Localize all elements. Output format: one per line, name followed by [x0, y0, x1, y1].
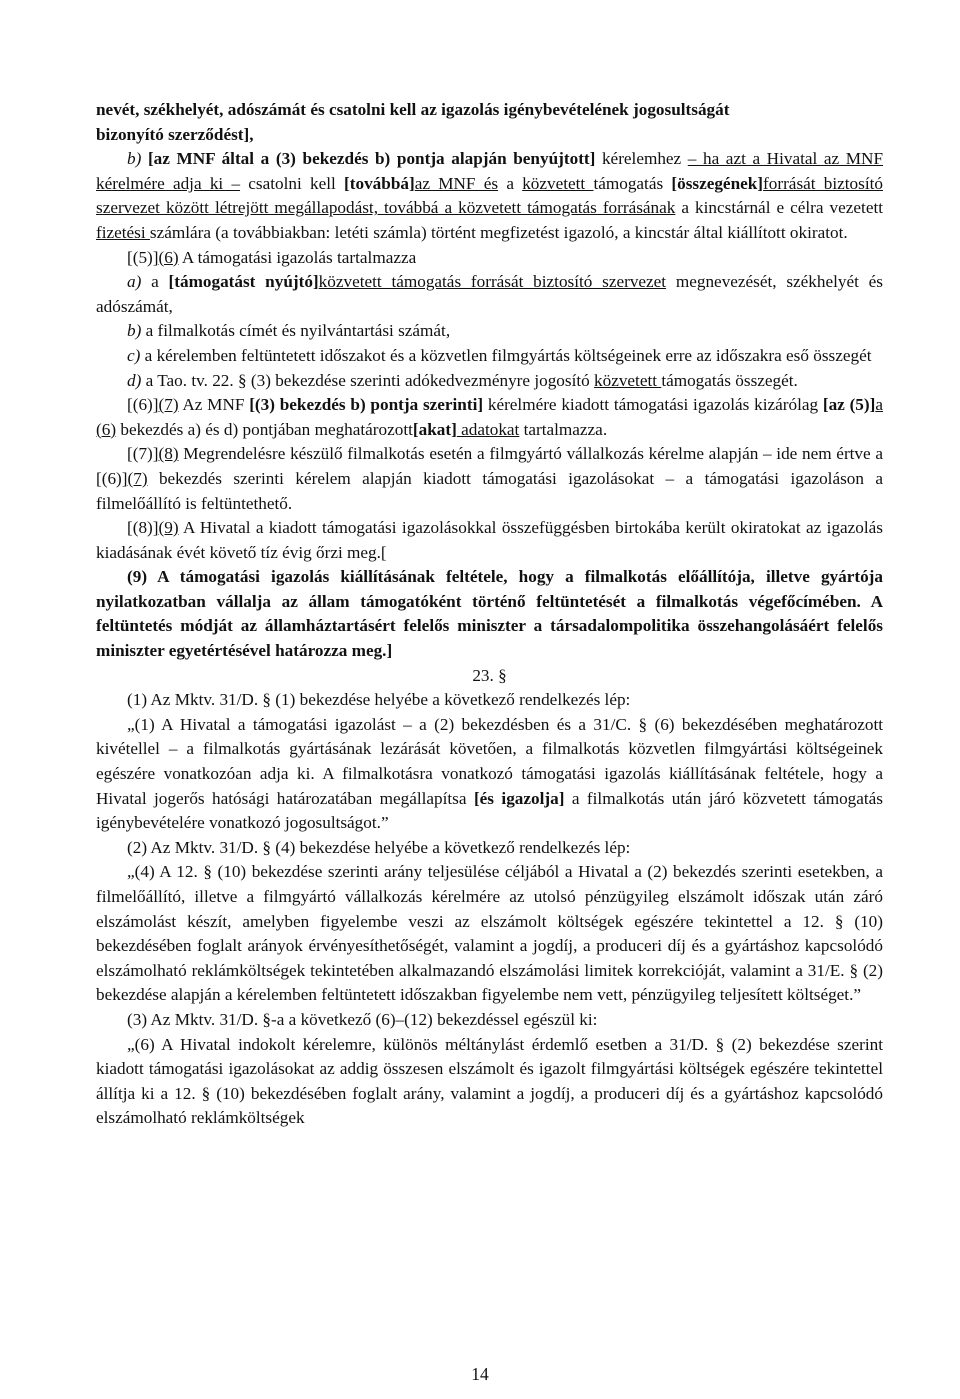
paragraph-9-deleted: [96, 565, 883, 663]
text-run: c): [127, 345, 141, 365]
paragraph-b-item: [96, 319, 883, 344]
paragraph-continuation: [96, 98, 883, 147]
paragraph-a: [96, 270, 883, 319]
text-run: [(6)]: [127, 395, 159, 415]
text-run: fizetési: [96, 222, 150, 242]
text-run: a): [127, 272, 142, 292]
text-run: d): [127, 370, 142, 390]
paragraph-7-8: [96, 442, 883, 516]
text-run: forrását biztosító szervezet között létrejött megállapodást, továbbá a közvetett támogatás forrásának: [96, 173, 883, 218]
text-run: kérelemhez: [595, 149, 688, 169]
text-run: [támogatást nyújtó]: [168, 272, 319, 292]
text-run: bekezdés szerinti kérelem alapján kiadott támogatási igazolásokat – a támogatási igazoláson a filmelőállító is feltüntethető.: [96, 468, 883, 513]
text-run: adatokat: [456, 419, 520, 439]
text-run: [összegének]: [671, 173, 764, 193]
text-run: [az (5)]: [822, 395, 876, 415]
text-run: [(8)]: [127, 518, 159, 538]
paragraph-5-6: [96, 246, 883, 271]
text-run: a filmalkotás után járó közvetett támogatás igénybevételére vonatkozó jogosultságot.”: [96, 788, 883, 833]
text-run: támogatás összegét.: [661, 370, 798, 390]
text-line: nevét, székhelyét, adószámát és csatolni kell az igazolás igénybevételének jogosultságát: [96, 100, 730, 119]
text-run: (8): [158, 444, 179, 464]
paragraph-d-item: [96, 369, 883, 394]
text-run: közvetett: [594, 370, 662, 390]
paragraph-quote-1: [96, 713, 883, 836]
text-run: a (6): [96, 395, 883, 439]
text-run: [akat]: [412, 419, 457, 439]
text-run: Megrendelésre készülő filmalkotás esetén a filmgyártó vállalkozás kérelme alapján – ide nem értve a [(6)]: [96, 444, 883, 488]
text-run: csatolni kell: [240, 173, 345, 193]
text-run: A Hivatal a kiadott támogatási igazolásokkal összefüggésben birtokába került okiratokat az igazolás kiadásának évét követő tíz évig őrzi meg.[: [96, 518, 883, 562]
text-run: [(3) bekezdés b) pontja szerinti]: [249, 395, 484, 415]
paragraph-amend-3: (3) Az Mktv. 31/D. §-a a következő (6)–(12) bekezdéssel egészül ki:: [127, 1009, 598, 1029]
text-run: az MNF és: [414, 173, 499, 193]
section-heading: 23. §: [472, 665, 507, 685]
text-run: számlára (a továbbiakban: letéti számla) történt megfizetést igazoló, a kincstár által kiállított okiratot.: [149, 222, 848, 242]
text-run: – ha azt a Hivatal az MNF kérelmére adja ki –: [96, 149, 883, 193]
text-run: (9) A támogatási igazolás kiállításának feltétele, hogy a filmalkotás előállítója, illetve gyártója nyilatkozatban vállalja az állam támogatóként történő feltüntetését a filmalkotás végefőcímében. A feltüntetés módját az államháztartásért felelős miniszter a társadalompolitika összehangolásáért felelős miniszter egyetértésével határozza meg.]: [96, 567, 883, 661]
text-run: b): [127, 321, 142, 341]
text-run: „(1) A Hivatal a támogatási igazolást – a (2) bekezdésben és a 31/C. § (6) bekezdésében meghatározott kivétellel – a filmalkotás gyártásának lezárását követően, a filmalkotás közvetlen filmgyártási költségeinek egészére vonatkozóan adja ki. A filmalkotásra vonatkozó támogatási igazolás kiállításának feltétele, hogy a Hivatal jogerős hatósági határozatában megállapítsa: [96, 714, 883, 808]
text-run: tartalmazza.: [519, 419, 608, 439]
paragraph-c-item: [96, 344, 883, 369]
text-run: bekezdés a) és d) pontjában meghatározott: [116, 419, 413, 439]
text-run: a: [498, 173, 523, 193]
text-run: közvetett támogatás forrását biztosító szervezet: [318, 272, 667, 292]
text-run: (6): [158, 247, 179, 267]
text-run: [továbbá]: [344, 173, 415, 193]
text-run: (7): [158, 395, 179, 415]
text-run: [és igazolja]: [473, 788, 565, 808]
paragraph-amend-1: (1) Az Mktv. 31/D. § (1) bekezdése helyébe a következő rendelkezés lép:: [127, 690, 631, 710]
text-run: A támogatási igazolás tartalmazza: [178, 247, 417, 267]
paragraph-b: [96, 147, 883, 245]
text-run: a kérelemben feltüntetett időszakot és a közvetlen filmgyártás költségeinek erre az időszakra eső összegét: [140, 345, 872, 365]
page-number: 14: [471, 1364, 489, 1384]
text-run: támogatás: [593, 173, 672, 193]
text-line: bizonyító szerződést],: [96, 124, 254, 144]
text-run: [(7)]: [127, 444, 159, 464]
text-run: (7): [127, 468, 148, 488]
text-run: b): [127, 149, 142, 169]
paragraph-8-9: [96, 516, 883, 565]
text-run: közvetett: [522, 173, 594, 193]
text-run: a kincstárnál e célra vezetett: [675, 198, 883, 218]
paragraph-amend-2: (2) Az Mktv. 31/D. § (4) bekezdése helyébe a következő rendelkezés lép:: [127, 837, 631, 857]
paragraph-quote-6: „(6) A Hivatal indokolt kérelemre, különös méltánylást érdemlő esetben a 31/D. § (2) bekezdése szerint kiadott támogatási igazolásokat az addig összesen elszámolt és igazolt filmgyártási költségek egészére tekintettel állítja ki a 12. § (10) bekezdésében foglalt arány, valamint a jogdíj, a produceri díj és a gyártáshoz kapcsolódó elszámolható reklámköltségek: [96, 1034, 883, 1128]
text-run: Az MNF: [178, 395, 250, 415]
text-run: a filmalkotás címét és nyilvántartási számát,: [141, 321, 451, 341]
text-run: [141, 149, 148, 168]
text-run: [az MNF által a (3) bekezdés b) pontja alapján benyújtott]: [147, 149, 596, 169]
text-run: a Tao. tv. 22. § (3) bekezdése szerinti adókedvezményre jogosító: [141, 370, 595, 390]
text-run: [(5)]: [127, 247, 159, 267]
text-run: a: [141, 272, 169, 292]
paragraph-6-7: [96, 393, 883, 442]
paragraph-quote-4: „(4) A 12. § (10) bekezdése szerinti arány teljesülése céljából a Hivatal a (2) bekezdés szerinti esetekben, a filmelőállító, illetve a filmgyártó vállalkozás kérelmére az utolsó pénzügyileg elszámolt időszak után záró elszámolást készít, amelyben figyelembe veszi az elszámolt költségek egészére tekintettel a 12. § (10) bekezdésében foglalt arányok érvényesíthetőségét, valamint a jogdíj, a produceri díj és a gyártáshoz kapcsolódó elszámolható reklámköltségek tekintetében alkalmazandó elszámolási limitek korrekcióját, valamint a 31/E. § (2) bekezdése alapján a kérelemben feltüntetett időszakban figyelembe nem vett, pénzügyileg teljesített költséget.”: [96, 862, 883, 1005]
text-run: (9): [158, 518, 179, 538]
text-run: kérelmére kiadott támogatási igazolás kizárólag: [483, 395, 823, 415]
text-run: megnevezését, székhelyét és adószámát,: [96, 272, 883, 316]
document-body: [96, 98, 883, 1131]
